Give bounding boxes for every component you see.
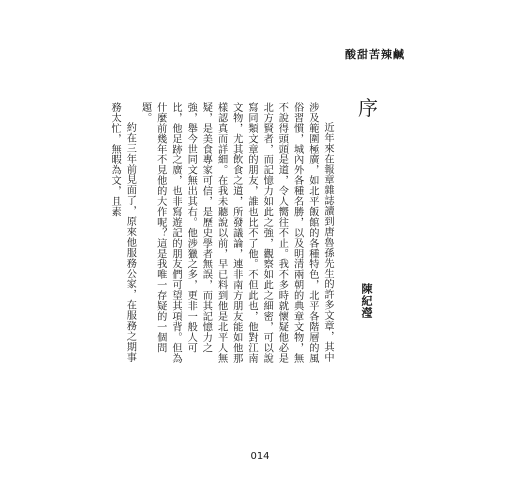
- page-number: 014: [250, 451, 270, 462]
- body-text: [109, 102, 335, 364]
- chapter-title: 序: [358, 96, 378, 120]
- paragraph: 近年來在報章雜誌讀到唐魯孫先生的許多文章，其中涉及範圍極廣，如北平飯館的各種特色，北平各階層的風俗習慣，城內外各種名勝，以及明清兩朝的典章文物，無不說得頭頭是道，令人嚮往不止。我不多時就懷疑他必是北方賢者，而記憶力如此之強，觀察如此之細密，可以說寫同類文章的朋友，誰也比不了他。不但此也，他對江南文物，尤其飲食之道，所發議論，連非南方朋友能如他那樣認真而詳細。在我未聽說以前，早已料到他是北平人無疑，是美食專家可信，是歷史學者無誤，而其記憶力之強，舉今世同文無出其右。他涉獵之多，更非一般人可比，他足跡之廣，也非寫遊記的朋友們可望其項背。但為什麼前幾年不見他的大作呢？這是我唯一存疑的一個問題。: [139, 102, 333, 364]
- author-name: 陳紀瀅: [360, 283, 373, 319]
- paragraph: 約在三年前見面了，原來他服務公家，在服務之期事務太忙，無暇為文，且素: [109, 102, 136, 363]
- running-head: 酸甜苦辣鹹: [345, 48, 405, 61]
